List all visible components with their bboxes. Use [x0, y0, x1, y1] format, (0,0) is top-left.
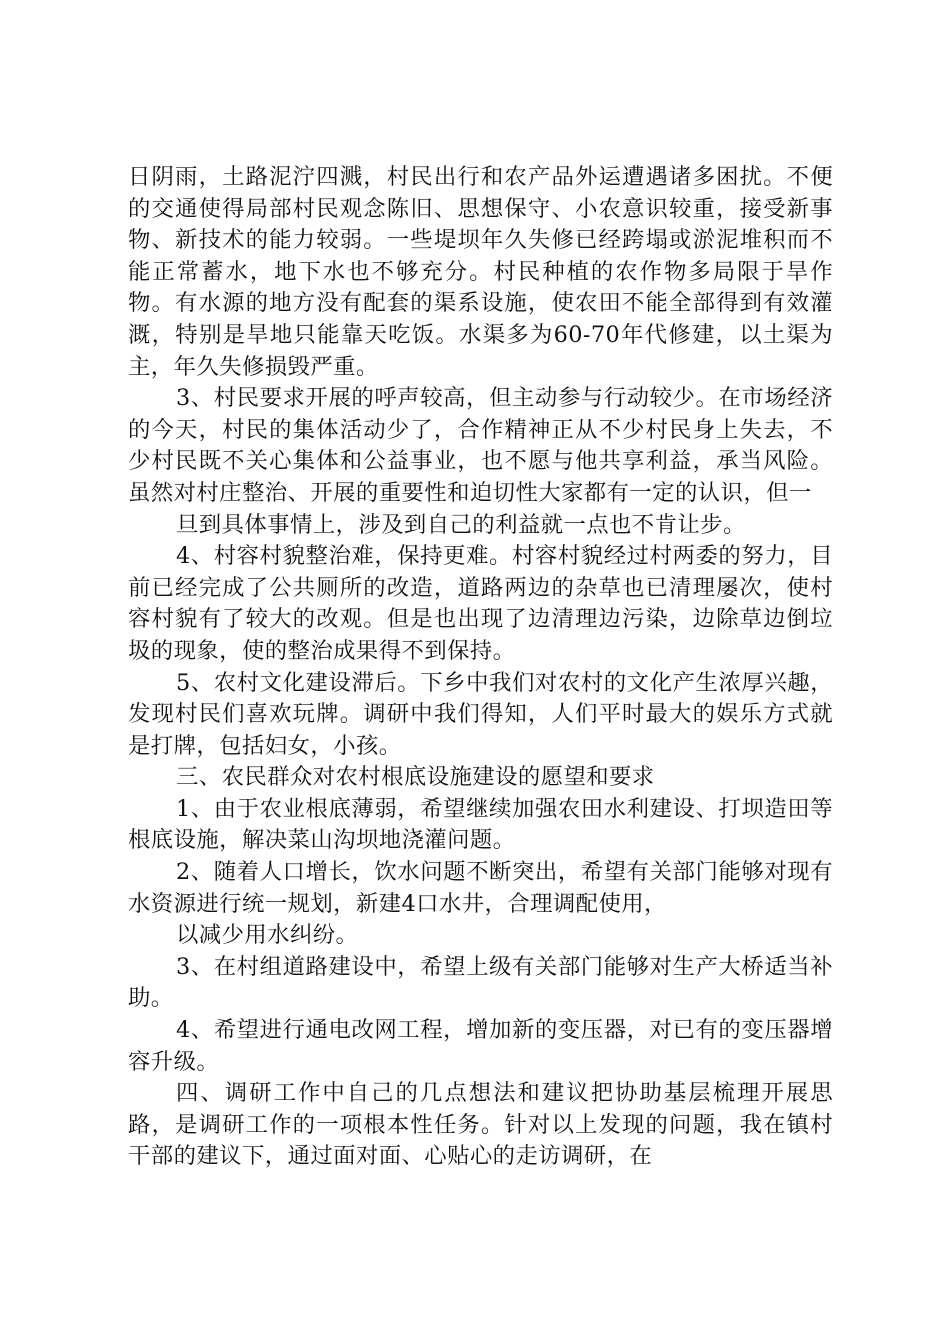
paragraph-point-5: 5、农村文化建设滞后。下乡中我们对农村的文化产生浓厚兴趣，发现村民们喜欢玩牌。调研中我们得知，人们平时最大的娱乐方式就是打牌，包括妇女，小孩。 [128, 669, 833, 759]
paragraph-wish-4: 4、希望进行通电改网工程，增加新的变压器，对已有的变压器增容升级。 [128, 1017, 833, 1075]
paragraph-point-3: 3、村民要求开展的呼声较高，但主动参与行动较少。在市场经济的今天，村民的集体活动少了，合作精神正从不少村民身上失去，不少村民既不关心集体和公益事业，也不愿与他共享利益，承当风险。虽然对村庄整治、开展的重要性和迫切性大家都有一定的认识，但一 [128, 385, 833, 506]
paragraph-point-3-continued: 旦到具体事情上，涉及到自己的利益就一点也不肯让步。 [176, 511, 746, 538]
paragraph-point-4: 4、村容村貌整治难，保持更难。村容村貌经过村两委的努力，目前已经完成了公共厕所的改造，道路两边的杂草也已清理屡次，使村容村貌有了较大的改观。但是也出现了边清理边污染，边除草边倒垃圾的现象，使的整治成果得不到保持。 [128, 543, 833, 664]
paragraph-wish-2-continued: 以减少用水纠纷。 [176, 922, 359, 949]
paragraph-wish-2: 2、随着人口增长，饮水问题不断突出，希望有关部门能够对现有水资源进行统一规划，新建4口水井，合理调配使用， [128, 859, 833, 917]
paragraph-traffic-water: 日阴雨，土路泥泞四溅，村民出行和农产品外运遭遇诸多困扰。不便的交通使得局部村民观念陈旧、思想保守、小农意识较重，接受新事物、新技术的能力较弱。一些堤坝年久失修已经跨塌或淤泥堆积而不能正常蓄水，地下水也不够充分。村民种植的农作物多局限于旱作物。有水源的地方没有配套的渠系设施，使农田不能全部得到有效灌溉，特别是旱地只能靠天吃饭。水渠多为60-70年代修建，以土渠为主，年久失修损毁严重。 [128, 164, 833, 380]
document-body [128, 162, 833, 1173]
paragraph-wish-1: 1、由于农业根底薄弱，希望继续加强农田水利建设、打坝造田等根底设施，解决菜山沟坝地浇灌问题。 [128, 795, 833, 854]
paragraph-wish-3: 3、在村组道路建设中，希望上级有关部门能够对生产大桥适当补助。 [128, 953, 833, 1012]
section-heading-3: 三、农民群众对农村根底设施建设的愿望和要求 [176, 764, 655, 791]
section-heading-4: 四、调研工作中自己的几点想法和建议把协助基层梳理开展思路，是调研工作的一项根本性任务。针对以上发现的问题，我在镇村干部的建议下，通过面对面、心贴心的走访调研，在 [128, 1080, 833, 1170]
